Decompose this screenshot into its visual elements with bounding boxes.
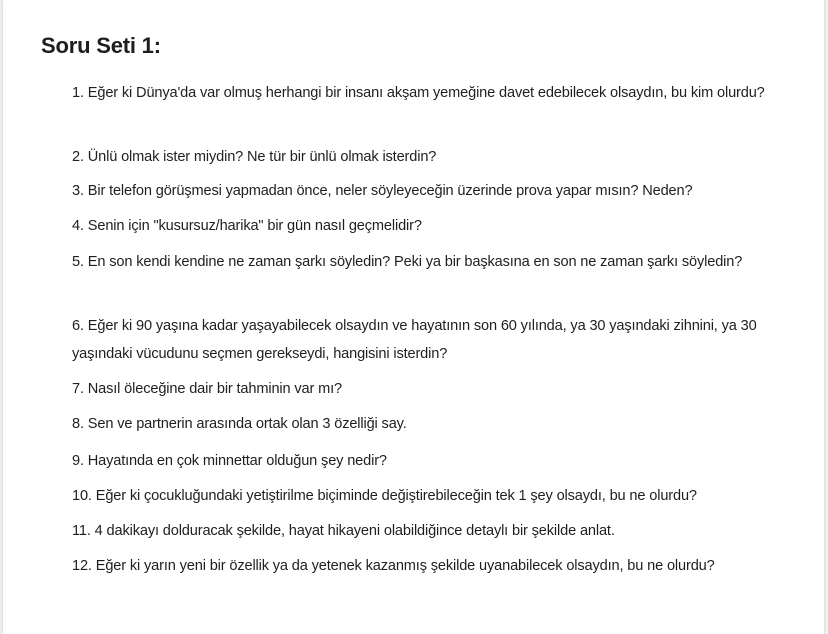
question-10: 10. Eğer ki çocukluğundaki yetiştirilme biçiminde değiştirebileceğin tek 1 şey olsaydı, bu ne olurdu? (72, 488, 697, 504)
question-1: 1. Eğer ki Dünya'da var olmuş herhangi bir insanı akşam yemeğine davet edebilecek olsaydın, bu kim olurdu? (72, 85, 765, 101)
question-8: 8. Sen ve partnerin arasında ortak olan 3 özelliği say. (72, 416, 407, 432)
question-3: 3. Bir telefon görüşmesi yapmadan önce, neler söyleyeceğin üzerinde prova yapar mısın? Neden? (72, 183, 693, 199)
page-title: Soru Seti 1: (41, 33, 161, 58)
question-7: 7. Nasıl öleceğine dair bir tahminin var mı? (72, 381, 342, 397)
question-5: 5. En son kendi kendine ne zaman şarkı söyledin? Peki ya bir başkasına en son ne zaman şarkı söyledin? (72, 254, 743, 270)
document-page (3, 0, 824, 634)
question-2: 2. Ünlü olmak ister miydin? Ne tür bir ünlü olmak isterdin? (72, 149, 437, 165)
question-12: 12. Eğer ki yarın yeni bir özellik ya da yetenek kazanmış şekilde uyanabilecek olsaydın, bu ne olurdu? (72, 558, 715, 574)
question-4: 4. Senin için "kusursuz/harika" bir gün nasıl geçmelidir? (72, 218, 422, 234)
question-6: 6. Eğer ki 90 yaşına kadar yaşayabilecek olsaydın ve hayatının son 60 yılında, ya 30 yaşındaki zihnini, ya 30 yaşındaki vücudunu seçmen gerekseydi, hangisini isterdin? (72, 318, 757, 362)
question-9: 9. Hayatında en çok minnettar olduğun şey nedir? (72, 453, 387, 469)
question-11: 11. 4 dakikayı dolduracak şekilde, hayat hikayeni olabildiğince detaylı bir şekilde anlat. (72, 523, 615, 539)
